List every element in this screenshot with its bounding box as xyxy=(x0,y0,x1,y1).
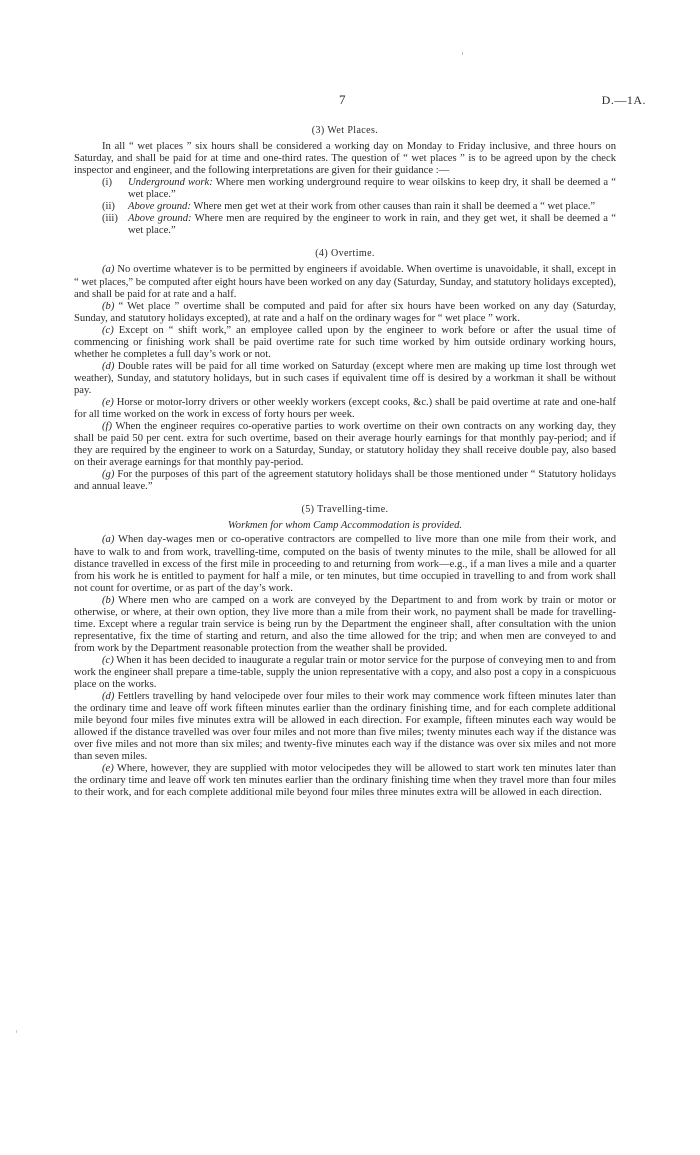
list-item xyxy=(74,201,616,213)
paragraph xyxy=(74,325,616,361)
paragraph-letter: (g) xyxy=(102,469,115,481)
paragraph xyxy=(74,595,616,655)
paragraph-text: Where, however, they are supplied with motor velocipedes they will be allowed to start work ten minutes later than the ordinary time and leave off work ten minutes earlier than the ordinary finishing time when they travel more than four miles to their work, and for each complete additional mile beyond four miles three minutes extra will be allowed in each direction. xyxy=(74,763,616,799)
page-number: 7 xyxy=(339,92,346,107)
paragraph-letter: (d) xyxy=(102,691,115,703)
section-heading: (5) Travelling-time. xyxy=(301,504,389,516)
paragraph xyxy=(74,691,616,763)
section-travelling-time xyxy=(74,504,616,799)
paragraph-letter: (a) xyxy=(102,264,115,276)
item-number: (ii) xyxy=(102,201,115,213)
paragraph-letter: (b) xyxy=(102,594,115,606)
section-heading: (3) Wet Places. xyxy=(311,125,379,136)
paragraph xyxy=(74,397,616,421)
paragraph-text: Except on “ shift work,” an employee called upon by the engineer to work before or after the usual time of commencing or finishing work shall be paid overtime rate for such time worked by him outside ordinary working hours, whether he completes a full day’s work or not. xyxy=(74,324,616,360)
paragraph-letter: (f) xyxy=(102,421,112,433)
scan-mark xyxy=(16,1030,17,1033)
paragraph xyxy=(74,421,616,469)
paragraph-text: Fettlers travelling by hand velocipede over four miles to their work may commence work fifteen minutes later than the ordinary time and leave off work fifteen minutes earlier than the ordinary finishing time, and for each complete additional mile beyond four miles five minutes extra will be allowed in each direction. For example, fifteen minutes each way would be allowed if the distance travelled was over four miles and not more than five miles; twenty minutes each way if the distance was over five miles and not more than six miles; and twenty-five minutes each way if the distance was over six miles and not more than seven miles. xyxy=(74,691,616,763)
paragraph: In all “ wet places ” six hours shall be considered a working day on Monday to Friday inclusive, and three hours on Saturday, and shall be paid for at time and one-third rates. The question of “ wet places ” is to be agreed upon by the check inspector and engineer, and the following interpretations are given for their guidance :— xyxy=(74,141,616,177)
section-wet-places xyxy=(74,125,616,237)
paragraph xyxy=(74,534,616,594)
paragraph-letter: (a) xyxy=(102,534,115,546)
item-number: (i) xyxy=(102,177,112,189)
interpretation-list xyxy=(74,177,616,237)
paragraph-text: Double rates will be paid for all time worked on Saturday (except where men are making up time lost through wet weather), Sunday, and statutory holidays, but in such cases if equivalent time off is desired by a workman it shall be without pay. xyxy=(74,360,616,396)
scan-mark xyxy=(462,52,463,55)
document-page xyxy=(74,92,646,799)
section-subheading: Workmen for whom Camp Accommodation is provided. xyxy=(227,520,463,532)
paragraph-text: Where men who are camped on a work are conveyed by the Department to and from work by train or motor or otherwise, or where, at their own option, they live more than a mile from their work, no payment shall be made for travelling-time. Except where a regular train service is being run by the Department the engineer shall, after consultation with the union representative, fix the time of starting and return, and also the time allowed for the trip; and when men are conveyed to and from work by the Department reasonable protection from the weather shall be provided. xyxy=(74,594,616,654)
paragraph xyxy=(74,469,616,493)
paragraph-letter: (c) xyxy=(102,654,114,666)
paragraph xyxy=(74,763,616,799)
paragraph-letter: (d) xyxy=(102,360,115,372)
paragraph-letter: (e) xyxy=(102,763,114,775)
paragraph-text: “ Wet place ” overtime shall be computed and paid for after six hours have been worked on any day (Saturday, Sunday, and statutory holidays excepted), at rate and a half on the ordinary wages for “ wet place ” work. xyxy=(74,300,616,324)
paragraph xyxy=(74,301,616,325)
item-text: Where men working underground require to wear oilskins to keep dry, it shall be deemed a “ wet place.” xyxy=(128,177,616,201)
item-term: Above ground: xyxy=(128,201,191,213)
paragraph xyxy=(74,264,616,300)
paragraph xyxy=(74,655,616,691)
item-text: Where men get wet at their work from other causes than rain it shall be deemed a “ wet place.” xyxy=(190,201,596,213)
item-term: Underground work: xyxy=(128,177,213,189)
item-text: Where men are required by the engineer to work in rain, and they get wet, it shall be deemed a “ wet place.” xyxy=(128,213,617,237)
item-number: (iii) xyxy=(102,213,118,225)
paragraph-letter: (b) xyxy=(102,300,115,312)
paragraph-text: When day-wages men or co-operative contractors are compelled to live more than one mile from their work, and have to walk to and from work, travelling-time, computed on the basis of twenty minutes to the mile, shall be allowed for all distance travelled in excess of the first mile in proceeding to and returning from work—e.g., if a man lives a mile and a quarter from his work he is entitled to payment for half a mile, or ten minutes, but time occupied in travelling to and from work shall not count for overtime, or as part of the day’s work. xyxy=(74,534,616,594)
page-header xyxy=(74,92,646,108)
section-overtime xyxy=(74,248,616,493)
paragraph-text: When it has been decided to inaugurate a regular train or motor service for the purpose of conveying men to and from work the engineer shall prepare a time-table, supply the union representative with a copy, and also post a copy in a conspicuous place on the works. xyxy=(74,654,616,691)
paragraph-text: When the engineer requires co-operative parties to work overtime on their own contracts on any working day, they shall be paid 50 per cent. extra for such overtime, based on their average hourly earnings for that monthly pay-period; and if they are required by the engineer to work on a Saturday, Sunday, or statutory holiday they shall receive double pay, also based on their average earnings for that monthly pay-period. xyxy=(74,421,616,469)
item-term: Above ground: xyxy=(128,213,192,225)
paragraph-letter: (e) xyxy=(102,396,114,408)
paragraph-text: No overtime whatever is to be permitted by engineers if avoidable. When overtime is unavoidable, it shall, except in “ wet places,” be computed after eight hours have been worked on any day (Saturday, Sunday, and statutory holidays excepted), and shall be paid for at rate and a half. xyxy=(74,264,616,300)
list-item xyxy=(74,213,616,237)
paragraph-text: For the purposes of this part of the agreement statutory holidays shall be those mentioned under “ Statutory holidays and annual leave.” xyxy=(74,469,616,493)
paragraph xyxy=(74,361,616,397)
paragraph-text: Horse or motor-lorry drivers or other weekly workers (except cooks, &c.) shall be paid overtime at rate and one-half for all time worked on the work in excess of forty hours per week. xyxy=(74,396,616,421)
paragraph-letter: (c) xyxy=(102,324,114,336)
list-item xyxy=(74,177,616,201)
section-heading: (4) Overtime. xyxy=(315,248,375,260)
document-reference: D.—1A. xyxy=(601,93,646,107)
